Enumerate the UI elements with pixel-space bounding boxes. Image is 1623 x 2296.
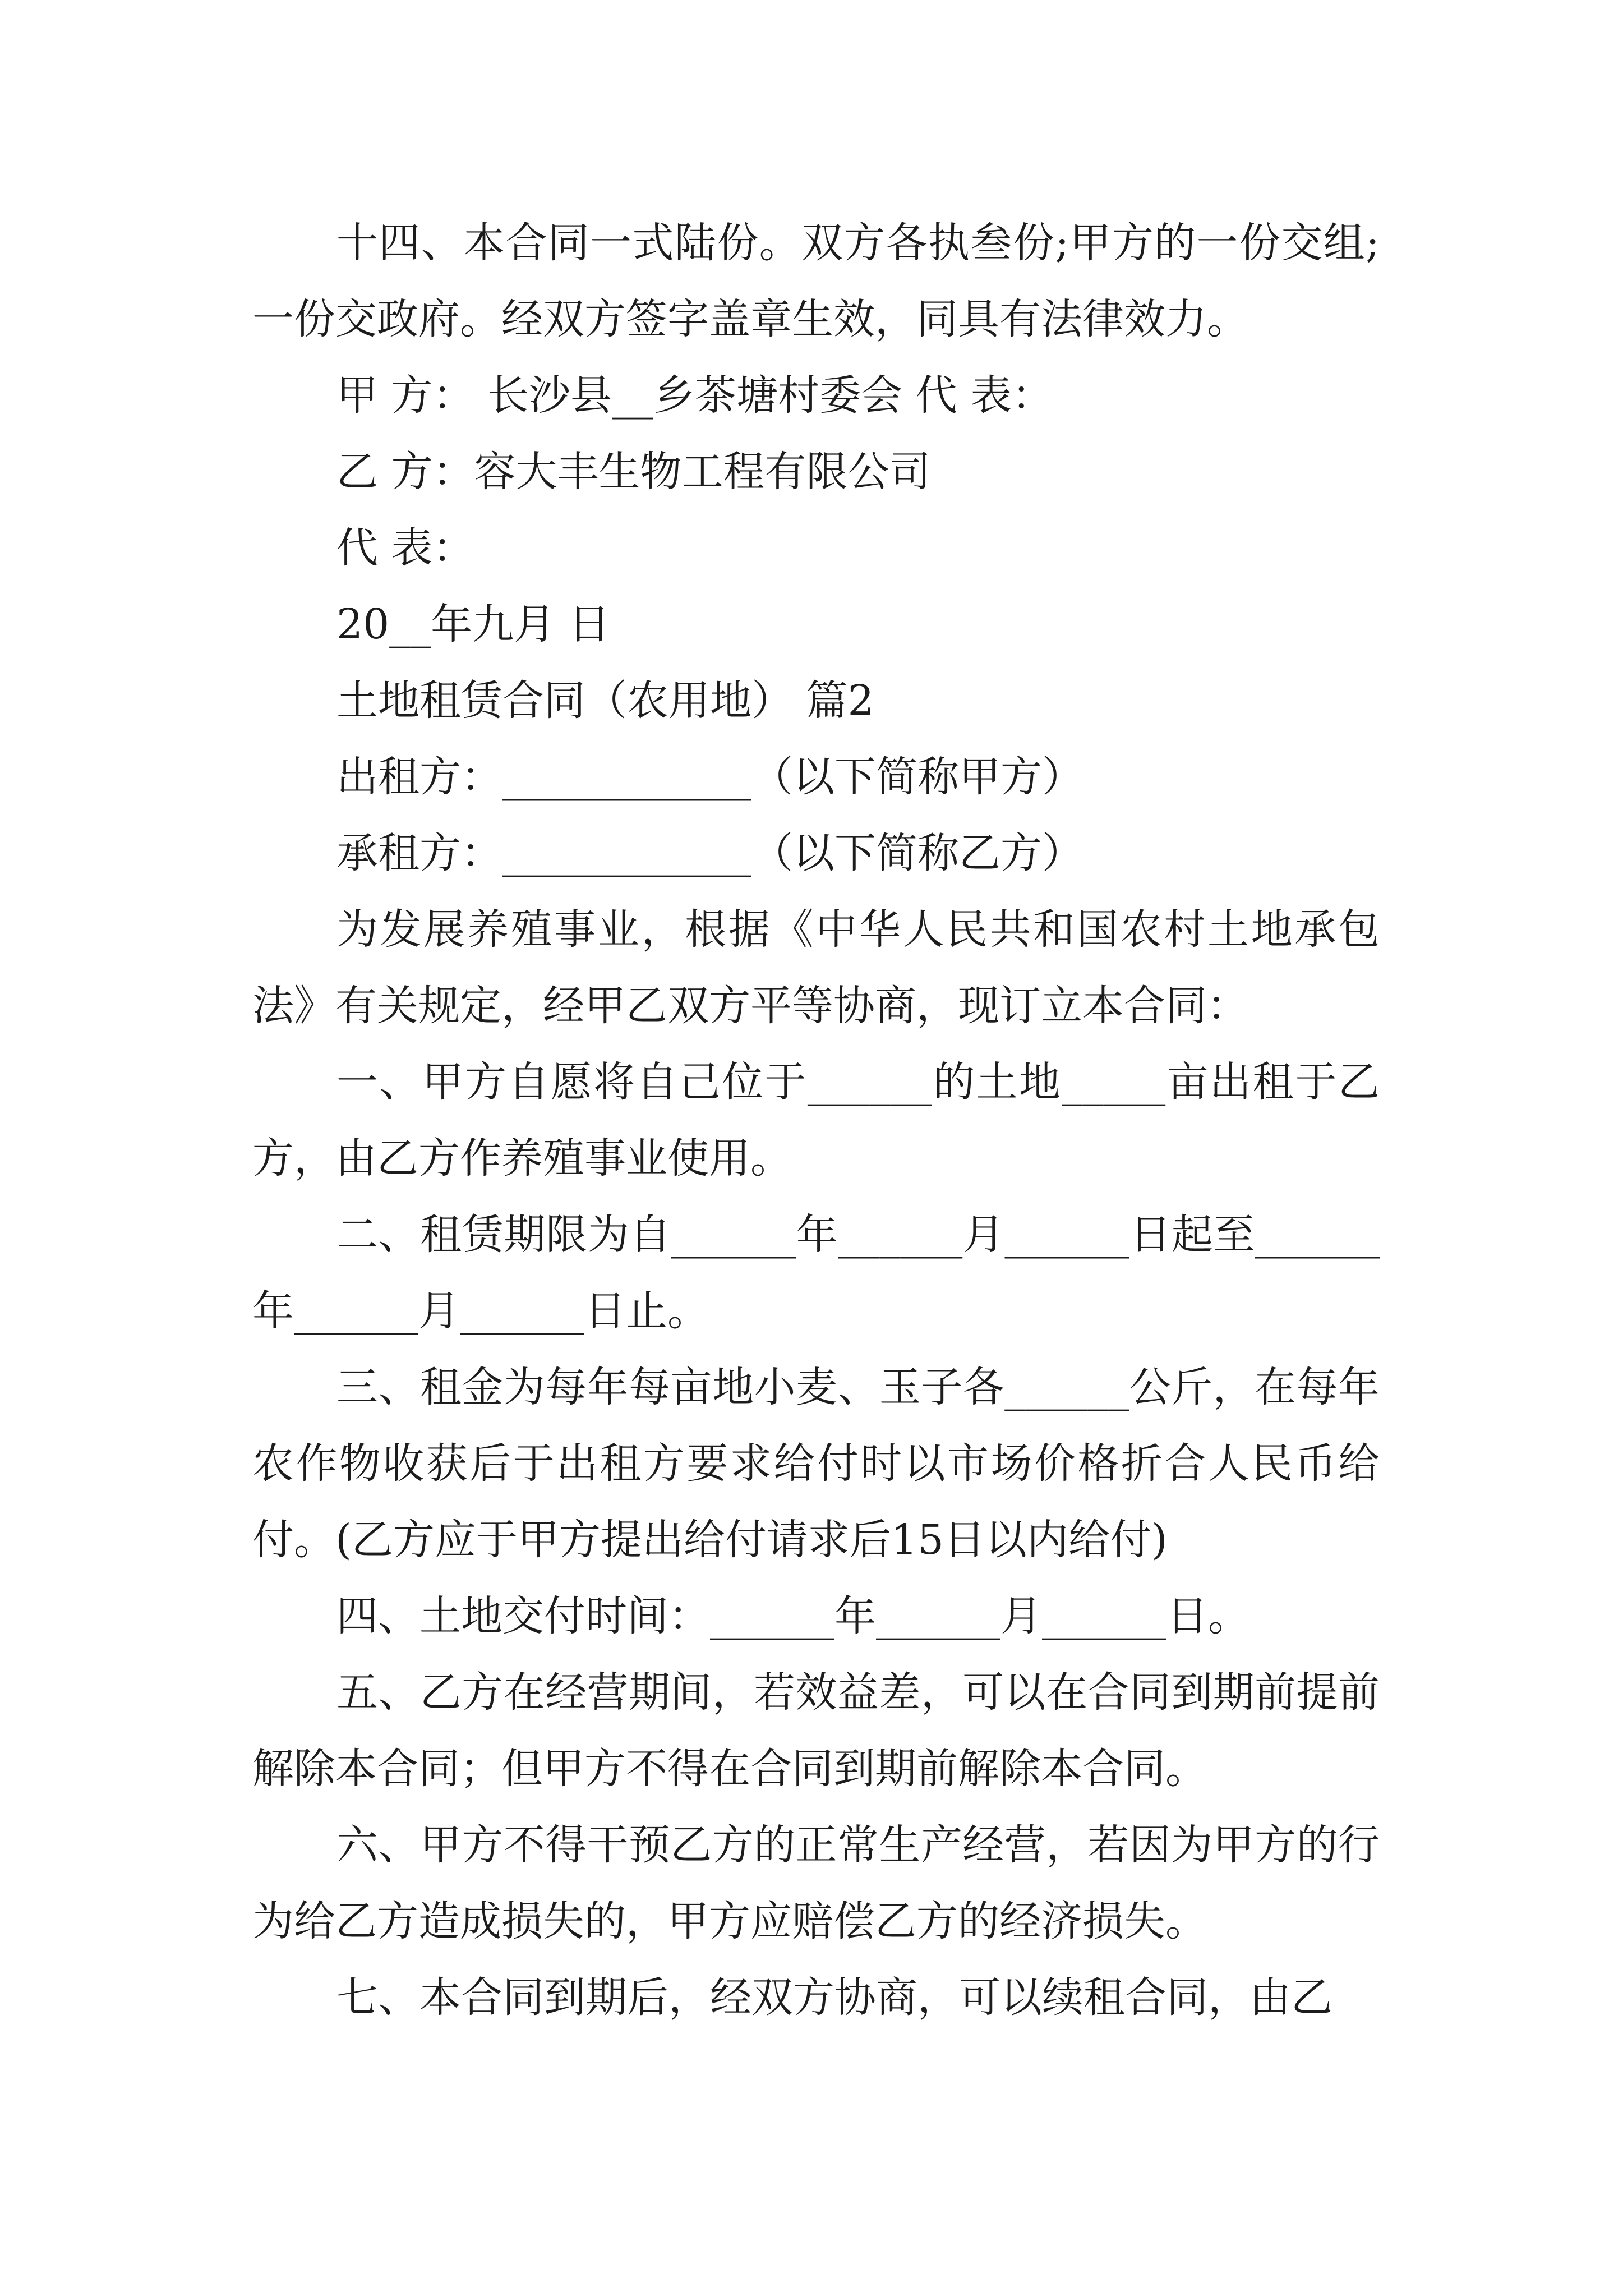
paragraph-clause-5: 五、乙方在经营期间，若效益差，可以在合同到期前提前解除本合同；但甲方不得在合同到期前解除本合同。 — [252, 1668, 1380, 1793]
section-title: 土地租赁合同（农用地） 篇2 — [336, 677, 874, 725]
party-b-line: 乙 方：容大丰生物工程有限公司 — [336, 448, 931, 496]
paragraph-clause-2: 二、租赁期限为自______年______月______日起至______年______月______日止。 — [252, 1211, 1380, 1335]
party-a-line: 甲 方： 长沙县__乡茶塘村委会 代 表： — [336, 371, 1054, 420]
paragraph-clause-14: 十四、本合同一式陆份。双方各执叁份;甲方的一份交组;一份交政府。经双方签字盖章生效，同具有法律效力。 — [252, 219, 1380, 343]
document-body — [252, 205, 1380, 2036]
paragraph-clause-1: 一、甲方自愿将自己位于______的土地_____亩出租于乙方，由乙方作养殖事业使用。 — [252, 1058, 1380, 1182]
paragraph-clause-3: 三、租金为每年每亩地小麦、玉子各______公斤，在每年农作物收获后于出租方要求给付时以市场价格折合人民币给付。(乙方应于甲方提出给付请求后15日以内给付) — [252, 1363, 1380, 1564]
paragraph-preamble: 为发展养殖事业，根据《中华人民共和国农村土地承包法》有关规定，经甲乙双方平等协商，现订立本合同： — [252, 905, 1380, 1030]
representative-line: 代 表： — [336, 524, 474, 572]
paragraph-clause-4: 四、土地交付时间：______年______月______日。 — [336, 1592, 1249, 1640]
lessee-line: 承租方：____________（以下简称乙方） — [336, 829, 1083, 877]
paragraph-clause-7: 七、本合同到期后，经双方协商，可以续租合同，由乙 — [336, 1973, 1332, 2022]
lessor-line: 出租方：____________（以下简称甲方） — [336, 753, 1083, 801]
date-line: 20__年九月 日 — [336, 600, 610, 648]
paragraph-clause-6: 六、甲方不得干预乙方的正常生产经营，若因为甲方的行为给乙方造成损失的，甲方应赔偿乙方的经济损失。 — [252, 1821, 1380, 1945]
